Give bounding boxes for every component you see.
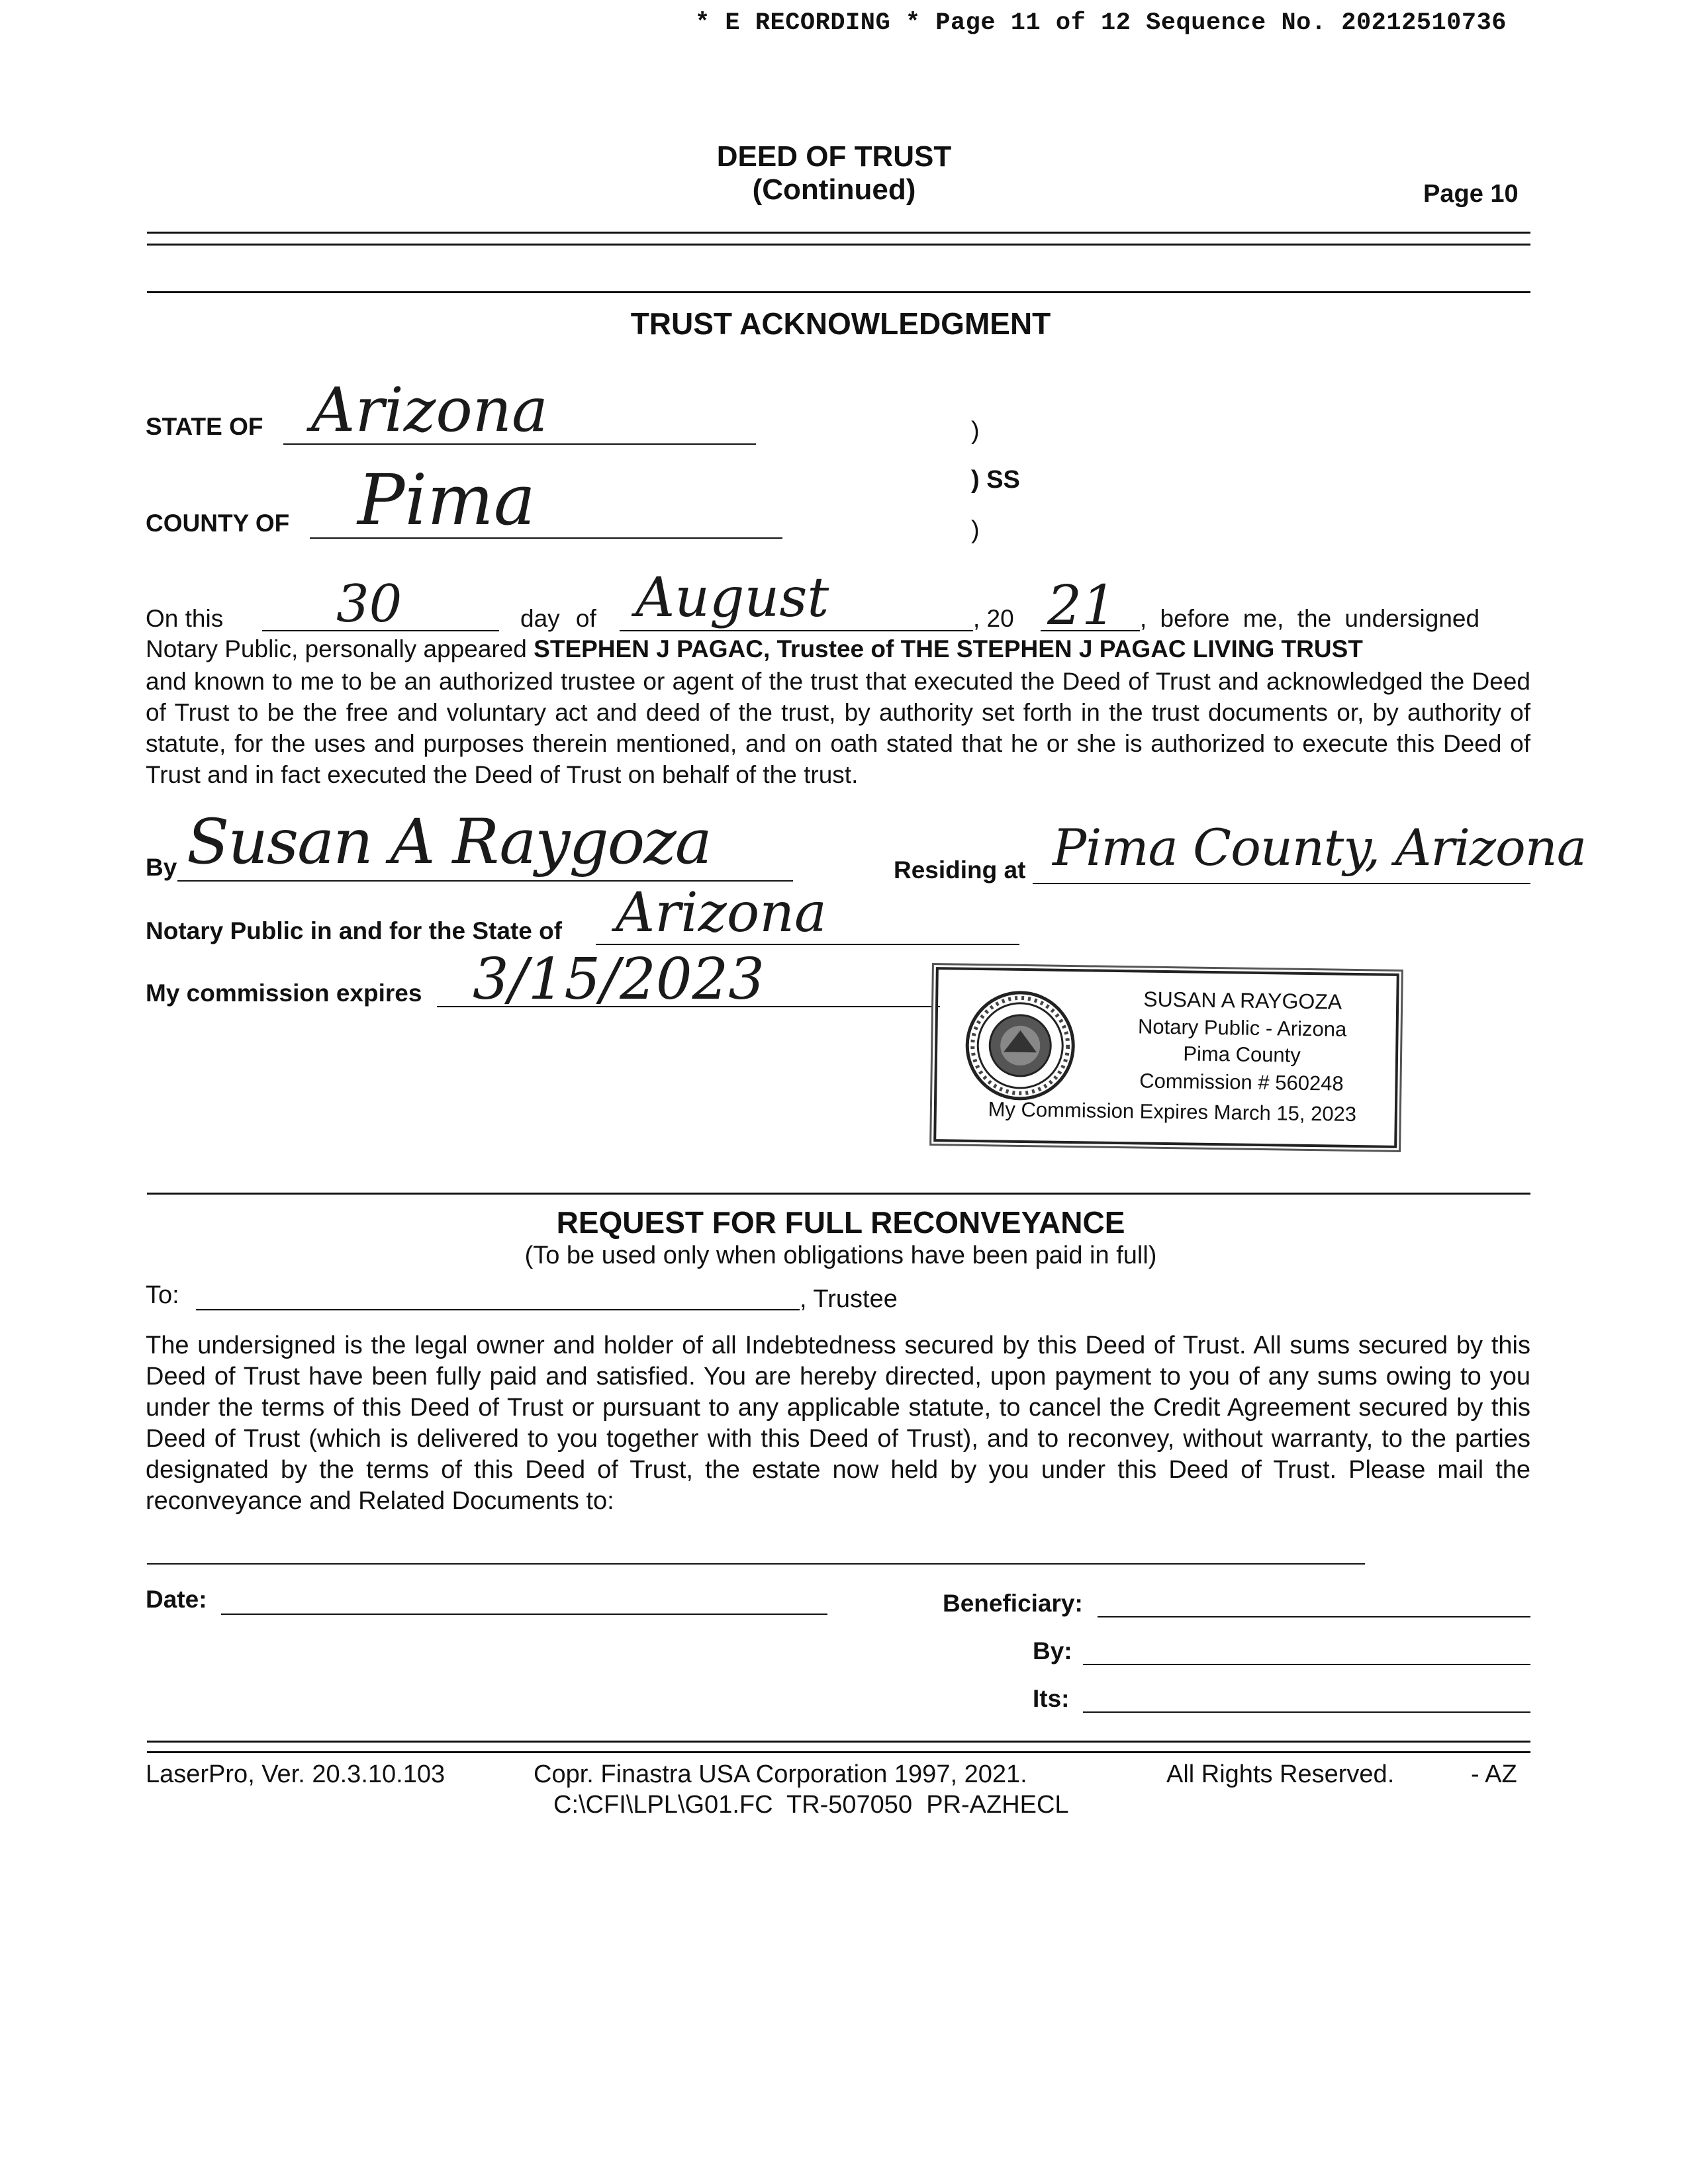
stamp-commission: Commission # 560248 bbox=[1139, 1069, 1344, 1095]
month-handwritten: August bbox=[635, 567, 829, 629]
county-handwritten: Pima bbox=[357, 459, 536, 541]
day-handwritten: 30 bbox=[336, 574, 402, 634]
beneficiary-label: Beneficiary: bbox=[943, 1590, 1083, 1617]
footer-copyright: Copr. Finastra USA Corporation 1997, 2021. bbox=[534, 1760, 1027, 1788]
stamp-county: Pima County bbox=[1183, 1042, 1301, 1067]
year-handwritten: 21 bbox=[1047, 574, 1117, 637]
by-label: By bbox=[146, 854, 177, 881]
county-label: COUNTY OF bbox=[146, 510, 290, 537]
doc-title: DEED OF TRUST bbox=[716, 140, 952, 173]
reconveyance-subheading: (To be used only when obligations have been paid in full) bbox=[524, 1242, 1157, 1269]
trustee-name: STEPHEN J PAGAC, Trustee of THE STEPHEN J PAGAC LIVING TRUST bbox=[534, 635, 1363, 662]
stamp-expires: My Commission Expires March 15, 2023 bbox=[988, 1097, 1357, 1126]
ss-paren-bottom: ) bbox=[971, 516, 980, 544]
day-of-label: day of bbox=[520, 605, 596, 632]
on-this-label: On this bbox=[146, 605, 224, 632]
beneficiary-field[interactable] bbox=[1098, 1616, 1530, 1617]
notary-signature: Susan A Raygoza bbox=[187, 806, 711, 878]
notary-state-handwritten: Arizona bbox=[616, 882, 827, 944]
footer-state: - AZ bbox=[1471, 1760, 1517, 1788]
to-label: To: bbox=[146, 1281, 179, 1309]
header-rule-top bbox=[147, 232, 1530, 234]
appeared-line bbox=[146, 635, 1530, 663]
footer-rule-bottom bbox=[147, 1751, 1530, 1753]
header-rule-bottom bbox=[147, 244, 1530, 246]
notary-state-label: Notary Public in and for the State of bbox=[146, 917, 563, 944]
notary-stamp bbox=[933, 967, 1399, 1148]
doc-subtitle: (Continued) bbox=[752, 173, 916, 206]
trust-ack-heading: TRUST ACKNOWLEDGMENT bbox=[630, 306, 1051, 341]
month-underline bbox=[620, 630, 973, 631]
commission-handwritten: 3/15/2023 bbox=[473, 946, 765, 1013]
mailing-address-line[interactable] bbox=[147, 1563, 1365, 1565]
page-label: Page 10 bbox=[1423, 180, 1519, 208]
residing-underline bbox=[1033, 883, 1530, 884]
appeared-prefix: Notary Public, personally appeared bbox=[146, 635, 534, 662]
footer-path: C:\CFI\LPL\G01.FC TR-507050 PR-AZHECL bbox=[553, 1791, 1069, 1819]
its-field[interactable] bbox=[1083, 1711, 1530, 1713]
rec-by-label: By: bbox=[1033, 1637, 1072, 1664]
recording-header: * E RECORDING * Page 11 of 12 Sequence No. 20212510736 bbox=[695, 9, 1507, 37]
date-label: Date: bbox=[146, 1586, 207, 1613]
reconveyance-heading: REQUEST FOR FULL RECONVEYANCE bbox=[556, 1205, 1125, 1240]
state-label: STATE OF bbox=[146, 413, 263, 440]
ss-label: ) SS bbox=[971, 466, 1020, 494]
footer-version: LaserPro, Ver. 20.3.10.103 bbox=[146, 1760, 445, 1788]
stamp-name: SUSAN A RAYGOZA bbox=[1143, 987, 1342, 1014]
residing-handwritten: Pima County, Arizona bbox=[1053, 818, 1587, 877]
ss-paren-top: ) bbox=[971, 417, 980, 445]
section-rule bbox=[147, 291, 1530, 293]
commission-label: My commission expires bbox=[146, 979, 422, 1007]
before-me-text: , before me, the undersigned bbox=[1140, 605, 1480, 632]
reconveyance-paragraph: The undersigned is the legal owner and holder of all Indebtedness secured by this Deed of Trust. All sums secured by this Deed of Trust have been fully paid and satisfied. You are hereby directed, upon payment to you of any sums owing to you under the terms of this Deed of Trust or pursuant to any applicable statute, to cancel the Credit Agreement secured by this Deed of Trust (which is delivered to you together with this Deed of Trust), and to reconvey, without warranty, to the parties designated by the terms of this Deed of Trust, the estate now held by you under this Deed of Trust. Please mail the reconveyance and Related Documents to: bbox=[146, 1332, 1530, 1515]
rec-by-field[interactable] bbox=[1083, 1664, 1530, 1665]
trust-ack-paragraph: and known to me to be an authorized trustee or agent of the trust that executed the Deed of Trust and acknowledged the Deed of Trust to be the free and voluntary act and deed of the trust, by authority set forth in the trust documents or, by authority of statute, for the uses and purposes therein mentioned, and on oath stated that he or she is authorized to execute this Deed of Trust and in fact executed the Deed of Trust on behalf of the trust. bbox=[146, 668, 1530, 788]
state-seal-icon bbox=[963, 989, 1077, 1103]
trustee-label: , Trustee bbox=[800, 1285, 898, 1313]
footer-rights: All Rights Reserved. bbox=[1166, 1760, 1395, 1788]
to-underline bbox=[196, 1309, 800, 1310]
state-handwritten: Arizona bbox=[311, 375, 548, 445]
year-prefix: , 20 bbox=[973, 605, 1014, 632]
date-field[interactable] bbox=[221, 1614, 827, 1615]
its-label: Its: bbox=[1033, 1685, 1070, 1712]
footer-rule-top bbox=[147, 1741, 1530, 1743]
residing-label: Residing at bbox=[894, 856, 1026, 884]
stamp-title: Notary Public - Arizona bbox=[1137, 1015, 1347, 1041]
reconveyance-rule bbox=[147, 1193, 1530, 1195]
